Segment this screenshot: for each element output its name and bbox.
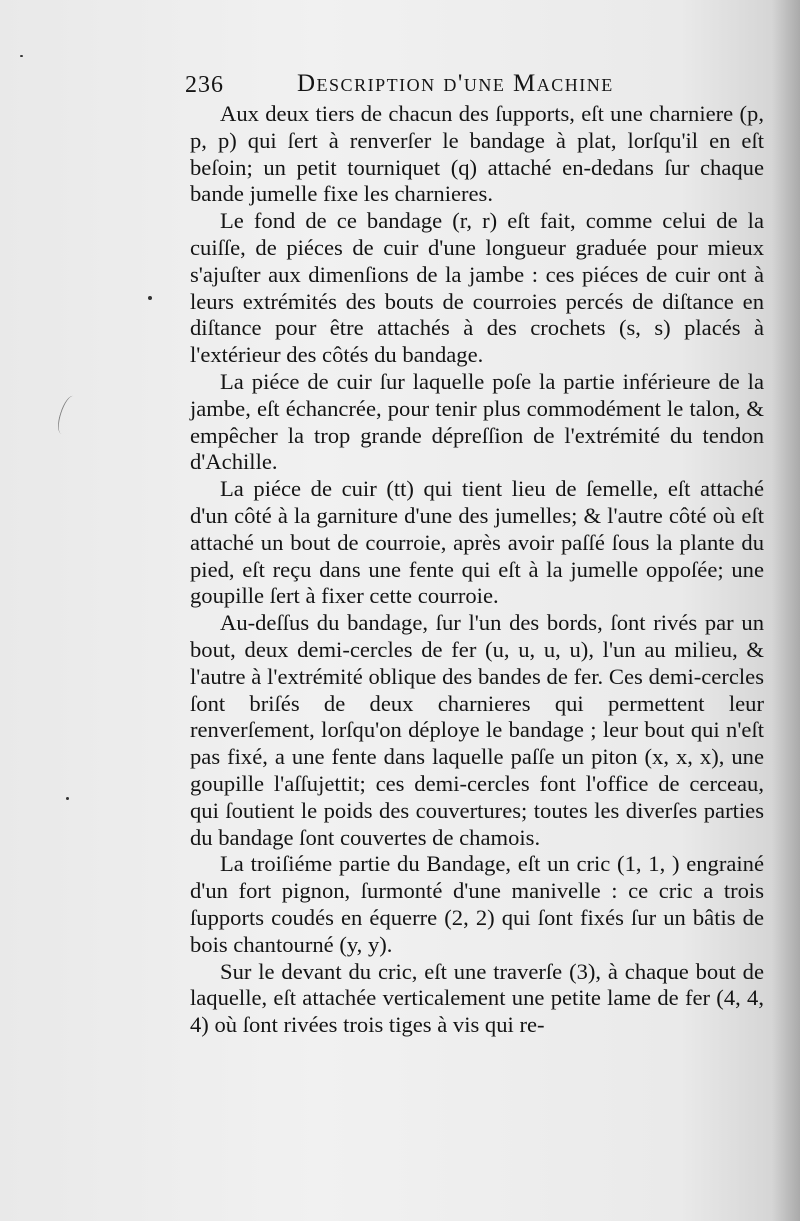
page-number: 236: [185, 72, 224, 98]
margin-ink-mark: [54, 394, 81, 437]
paragraph-traverse: Sur le devant du cric, eſt une traverſe (3), à chaque bout de laquelle, eſt attachée verticalement une petite lame de fer (4, 4, 4) où ſont rivées trois tiges à vis qui re-: [190, 958, 764, 1038]
ink-speck: [148, 296, 152, 300]
paragraph-demi-cercles: Au-deſſus du bandage, ſur l'un des bords, ſont rivés par un bout, deux demi-cercles de fer (u, u, u, u), l'un au milieu, & l'autre à l'extrémité oblique des bandes de fer. Ces demi-cercles ſont briſés de deux charnieres qui permettent leur renverſement, lorſqu'on déploye le bandage ; leur bout qui n'eſt pas fixé, a une fente dans laquelle paſſe un piton (x, x, x), une goupille l'aſſujettit; ces demi-cercles font l'office de cerceau, qui ſoutient le poids des couvertures; toutes les diverſes parties du bandage ſont couvertes de chamois.: [190, 610, 764, 850]
paragraph-fond-bandage: Le fond de ce bandage (r, r) eſt fait, comme celui de la cuiſſe, de piéces de cuir d'une longueur graduée pour mieux s'ajuſter aux dimenſions de la jambe : ces piéces de cuir ont à leurs extrémités des bouts de courroies percés de diſtance en diſtance pour être attachés à des crochets (s, s) placés à l'extérieur des côtés du bandage.: [190, 208, 764, 368]
page-header: [185, 66, 745, 100]
ink-speck: [20, 55, 23, 57]
paragraph-semelle: La piéce de cuir (tt) qui tient lieu de ſemelle, eſt attaché d'un côté à la garniture d'une des jumelles; & l'autre côté où eſt attaché un bout de courroie, après avoir paſſé ſous la plante du pied, eſt reçu dans une fente qui eſt à la jumelle oppoſée; une goupille ſert à fixer cette courroie.: [190, 476, 764, 609]
ink-speck: [66, 797, 69, 800]
paragraph-supports: Aux deux tiers de chacun des ſupports, eſt une charniere (p, p, p) qui ſert à renverſer le bandage à plat, lorſqu'il en eſt beſoin; un petit tourniquet (q) attaché en-dedans ſur chaque bande jumelle fixe les charnieres.: [190, 101, 764, 207]
running-title: Description d'une Machine: [297, 70, 614, 97]
body-text: [190, 101, 764, 1039]
page-edge-shadow: [772, 0, 800, 1221]
paragraph-cric: La troiſiéme partie du Bandage, eſt un cric (1, 1, ) engrainé d'un fort pignon, ſurmonté d'une manivelle : ce cric a trois ſupports coudés en équerre (2, 2) qui ſont fixés ſur un bâtis de bois chantourné (y, y).: [190, 851, 764, 957]
paragraph-piece-jambe: La piéce de cuir ſur laquelle poſe la partie inférieure de la jambe, eſt échancrée, pour tenir plus commodément le talon, & empêcher la trop grande dépreſſion de l'extrémité du tendon d'Achille.: [190, 368, 764, 475]
